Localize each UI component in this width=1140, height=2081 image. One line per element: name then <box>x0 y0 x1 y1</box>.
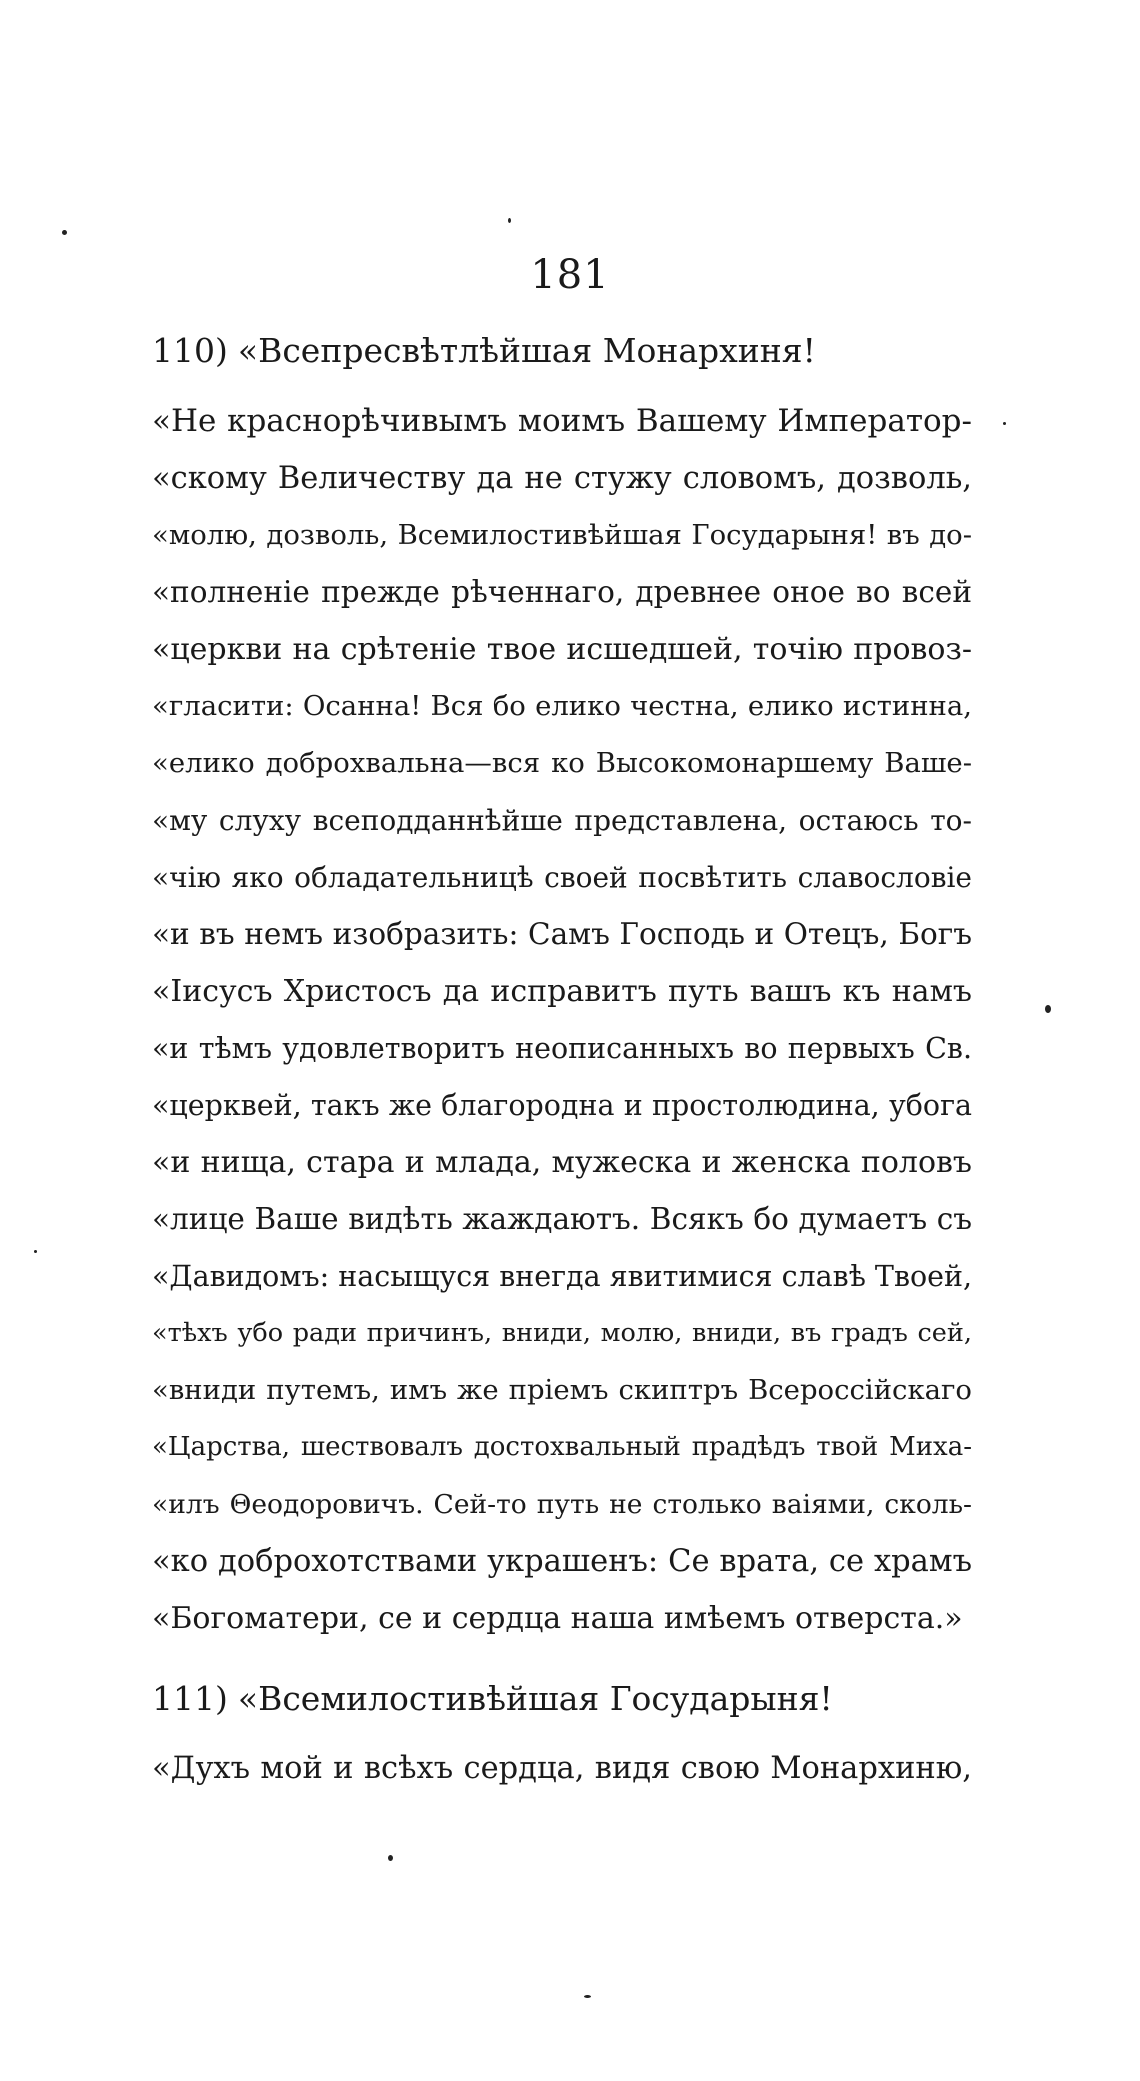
text-line: «Богоматери, се и сердца наша имѣемъ отверста.» <box>152 1601 963 1636</box>
scan-speck <box>34 1250 37 1253</box>
scan-speck <box>584 1995 591 1998</box>
text-line: «церквей, такъ же благородна и простолюдина, убога <box>152 1089 972 1122</box>
section-title: «Всепресвѣтлѣйшая Монархиня! <box>237 331 816 370</box>
text-line: «Давидомъ: насыщуся внегда явитимися славѣ Твоей, <box>152 1260 973 1293</box>
text-line: «полненіе прежде рѣченнаго, древнее оное во всей <box>152 575 972 609</box>
scan-speck <box>62 230 67 235</box>
text-line: «гласити: Осанна! Вся бо елико честна, елико истинна, <box>152 690 972 722</box>
text-line: «елико доброхвальна—вся ко Высокомонаршему Ваше- <box>152 747 972 779</box>
page-number: 181 <box>530 252 610 298</box>
text-line: «лице Ваше видѣть жаждаютъ. Всякъ бо думаетъ съ <box>152 1202 972 1236</box>
scan-speck <box>1045 1005 1051 1013</box>
section-title: «Всемилостивѣйшая Государыня! <box>237 1679 833 1718</box>
text-line: «скому Величеству да не стужу словомъ, дозволь, <box>152 461 972 496</box>
section-110-body <box>152 393 972 1647</box>
text-line: «тѣхъ убо ради причинъ, вниди, молю, вниди, въ градъ сей, <box>152 1318 972 1348</box>
text-line: «молю, дозволь, Всемилостивѣйшая Государыня! въ до- <box>152 519 972 551</box>
section-110-heading <box>152 322 972 379</box>
scan-speck <box>508 218 511 223</box>
text-line: «и въ немъ изобразить: Самъ Господь и Отецъ, Богъ <box>152 917 972 951</box>
text-line: «Царства, шествовалъ достохвальный прадѣдъ твой Миха- <box>152 1432 972 1462</box>
text-line: «Духъ мой и всѣхъ сердца, видя свою Монархиню, <box>152 1751 972 1786</box>
text-line: «илъ Θеодоровичъ. Сей-то путь не столько ваіями, сколь- <box>152 1489 972 1520</box>
scan-speck <box>1003 422 1006 425</box>
text-line: «и нища, стара и млада, мужеска и женска половъ <box>152 1145 972 1180</box>
section-number: 110) <box>152 331 228 370</box>
text-line: «вниди путемъ, имъ же пріемъ скиптръ Всероссійскаго <box>152 1374 972 1406</box>
text-line: «Не краснорѣчивымъ моимъ Вашему Император- <box>152 403 972 439</box>
section-number: 111) <box>152 1679 228 1718</box>
text-line: «ко доброхотствами украшенъ: Се врата, се храмъ <box>152 1544 972 1579</box>
text-line: «чію яко обладательницѣ своей посвѣтить славословіе <box>152 861 972 894</box>
text-line: «и тѣмъ удовлетворитъ неописанныхъ во первыхъ Св. <box>152 1032 972 1065</box>
section-111-body <box>152 1740 972 1797</box>
text-line: «Іисусъ Христосъ да исправитъ путь вашъ къ намъ <box>152 974 972 1009</box>
section-111-heading <box>152 1670 972 1727</box>
text-line: «му слуху всеподданнѣйше представлена, остаюсь то- <box>152 804 972 837</box>
text-line: «церкви на срѣтеніе твое исшедшей, точію провоз- <box>152 632 972 667</box>
scan-speck <box>388 1855 393 1861</box>
